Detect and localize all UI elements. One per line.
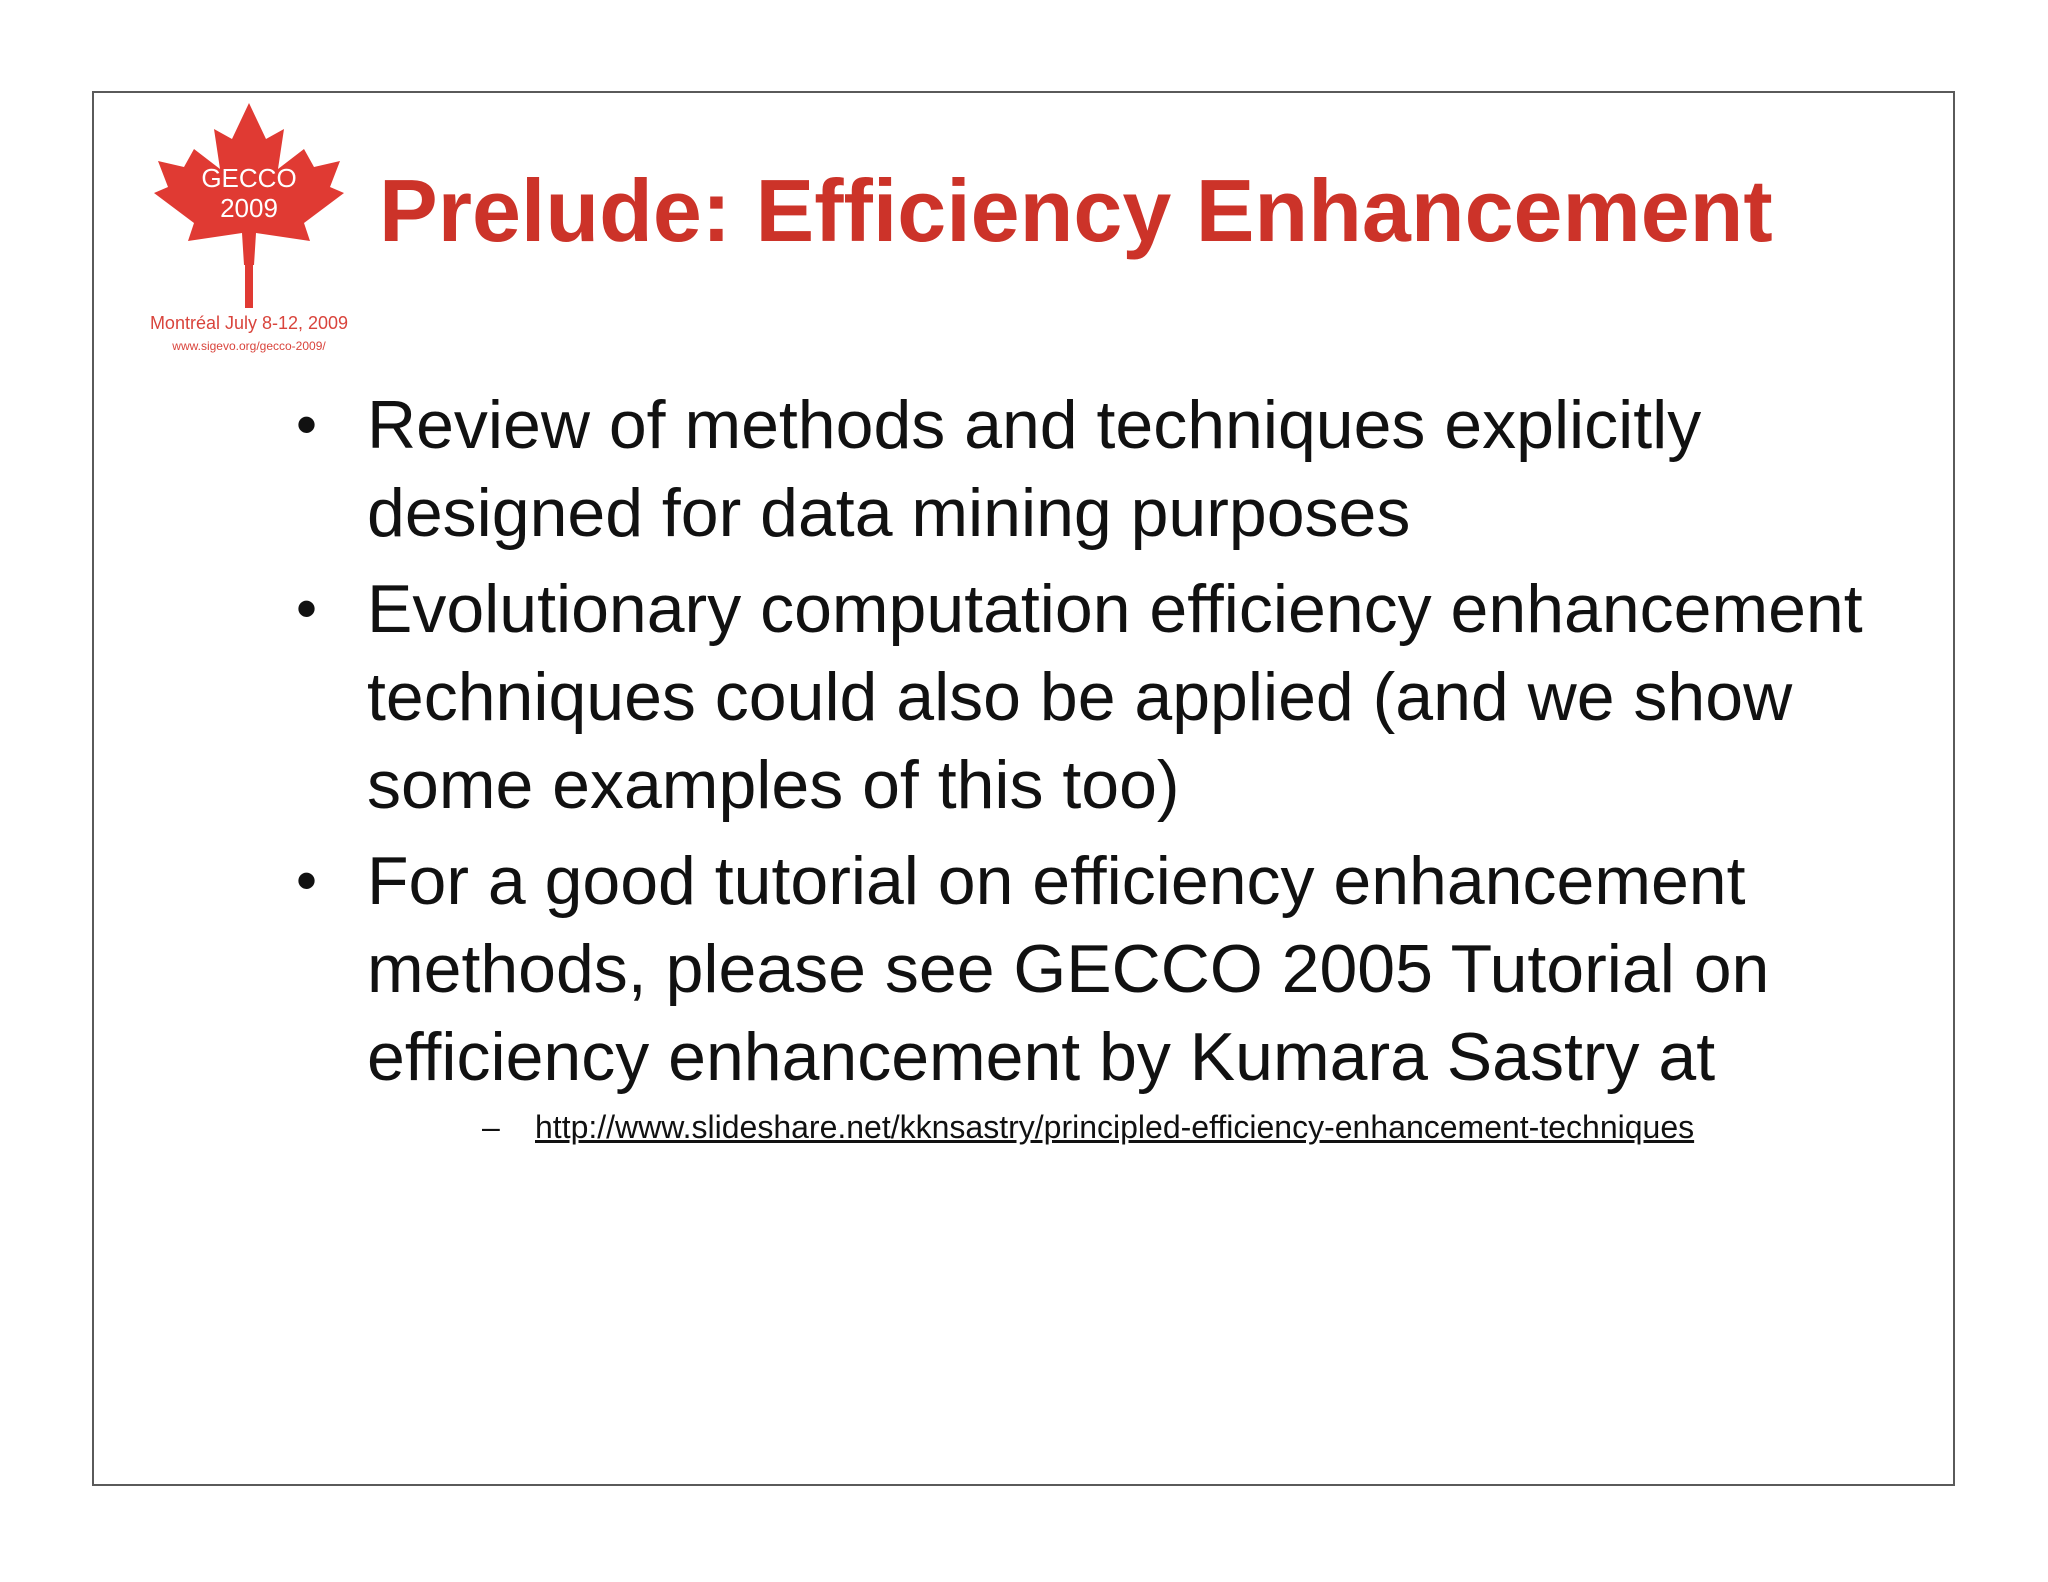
bullet-text: Review of methods and techniques explicitly designed for data mining purposes	[367, 387, 1702, 551]
bullet-marker: •	[296, 391, 318, 458]
logo-text-year: 2009	[220, 193, 278, 223]
slide-frame	[92, 91, 1955, 1486]
bullet-item	[274, 837, 1914, 1147]
bullet-item	[274, 381, 1914, 557]
sub-bullet	[367, 1107, 1914, 1147]
bullet-item	[274, 565, 1914, 829]
logo-location: Montréal July 8-12, 2009	[149, 313, 349, 333]
bullet-text: Evolutionary computation efficiency enhancement techniques could also be applied (and we show some examples of this too)	[367, 571, 1863, 823]
tutorial-link[interactable]: http://www.slideshare.net/kknsastry/principled-efficiency-enhancement-techniques	[535, 1109, 1695, 1145]
bullet-marker: •	[296, 847, 318, 914]
sub-bullet-marker: –	[482, 1109, 500, 1145]
logo-url: www.sigevo.org/gecco-2009/	[172, 339, 326, 353]
slide-title: Prelude: Efficiency Enhancement	[379, 161, 1773, 260]
bullet-list	[274, 381, 1914, 1155]
gecco-logo	[114, 103, 374, 353]
maple-leaf-icon	[154, 103, 344, 308]
logo-text-gecco: GECCO	[201, 163, 297, 193]
bullet-text: For a good tutorial on efficiency enhancement methods, please see GECCO 2005 Tutorial on efficiency enhancement by Kumara Sastry at	[367, 843, 1770, 1095]
bullet-marker: •	[296, 575, 318, 642]
